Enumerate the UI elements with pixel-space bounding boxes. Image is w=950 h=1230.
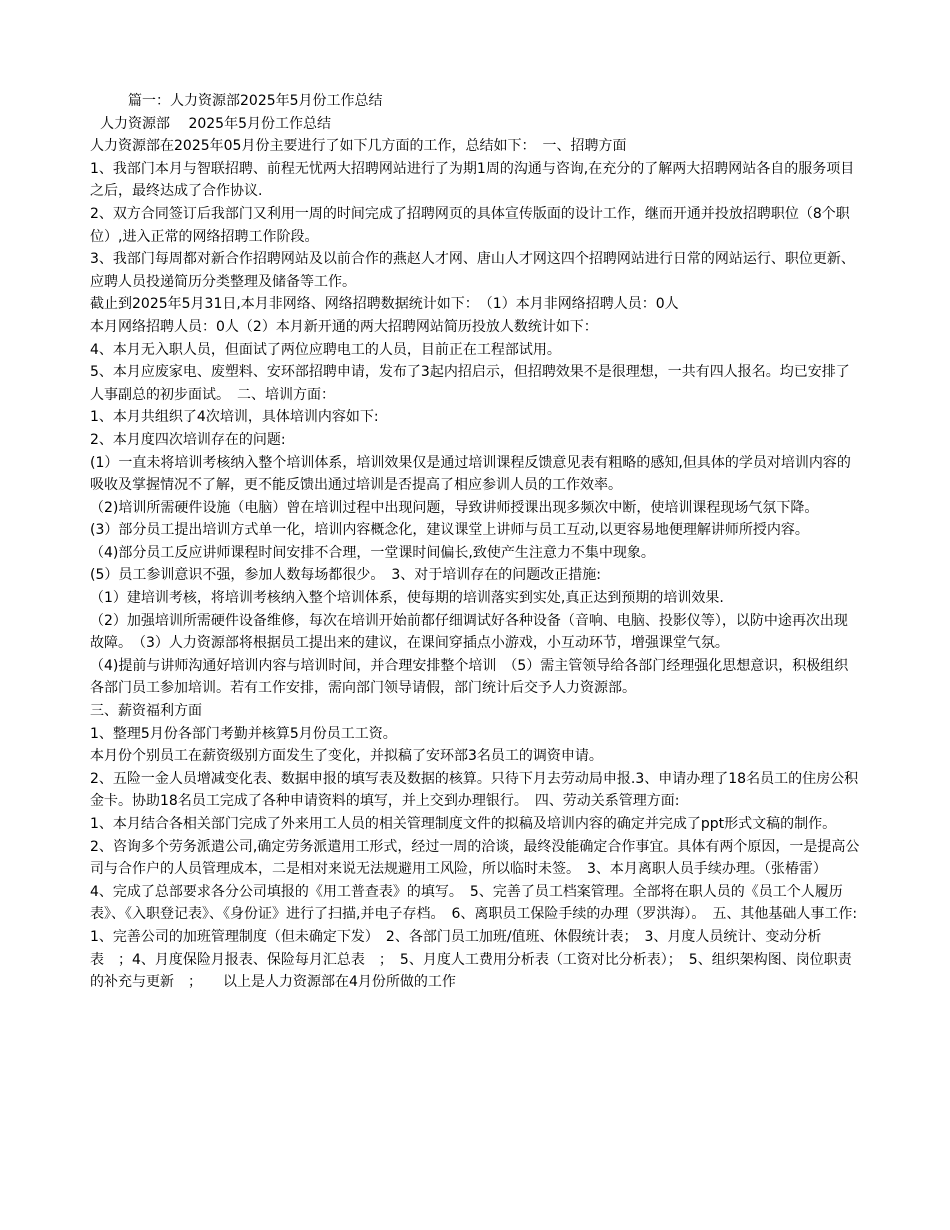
paragraph: 1、完善公司的加班管理制度（但未确定下发） 2、各部门员工加班/值班、休假统计表； 3、月度人员统计、变动分析表 ；4、月度保险月报表、保险每月汇总表 ； 5、月度人工费用分析表（工资对比分析表）； 5、组织架构图、岗位职责的补充与更新 ； 以上是人力资源部在4月份所做的工作 (90, 928, 852, 991)
paragraph: 4、本月无入职人员，但面试了两位应聘电工的人员，目前正在工程部试用。 (90, 341, 561, 358)
paragraph: (1）一直未将培训考核纳入整个培训体系，培训效果仅是通过培训课程反馈意见表有粗略的感知,但具体的学员对培训内容的吸收及掌握情况不了解，更不能反馈出通过培训是否提高了相应参训人员的工作效率。 (90, 454, 851, 494)
paragraph: （4)部分员工反应讲师课程时间安排不合理，一堂课时间偏长,致使产生注意力不集中现象。 (90, 544, 655, 561)
paragraph: 人力资源部在2025年05月份主要进行了如下几方面的工作，总结如下： 一、招聘方面 (90, 138, 627, 155)
paragraph: (5）员工参训意识不强，参加人数每场都很少。 3、对于培训存在的问题改正措施: (90, 567, 601, 584)
paragraph: （2）加强培训所需硬件设备维修，每次在培训开始前都仔细调试好各种设备（音响、电脑、投影仪等），以防中途再次出现故障。 （3）人力资源部将根据员工提出来的建议，在课间穿插点小游戏，小互动环节，增强课堂气氛。 (90, 612, 848, 652)
paragraph: （4)提前与讲师沟通好培训内容与培训时间，并合理安排整个培训 （5）需主管领导给各部门经理强化思想意识，积极组织各部门员工参加培训。若有工作安排，需向部门领导请假，部门统计后交予人力资源部。 (90, 657, 849, 697)
document-body (90, 90, 860, 994)
paragraph: (3）部分员工提出培训方式单一化，培训内容概念化，建议课堂上讲师与员工互动,以更容易地便理解讲师所授内容。 (90, 522, 809, 539)
paragraph: 2、五险一金人员增减变化表、数据申报的填写表及数据的核算。只待下月去劳动局申报.3、申请办理了18名员工的住房公积金卡。协助18名员工完成了各种申请资料的填写，并上交到办理银行。 四、劳动关系管理方面: (90, 770, 859, 810)
paragraph: 3、我部门每周都对新合作招聘网站及以前合作的燕赵人才网、唐山人才网这四个招聘网站进行日常的网站运行、职位更新、应聘人员投递简历分类整理及储备等工作。 (90, 251, 855, 290)
paragraph: 2、本月度四次培训存在的问题: (90, 431, 286, 448)
paragraph: 2、双方合同签订后我部门又利用一周的时间完成了招聘网页的具体宣传版面的设计工作，继而开通并投放招聘职位（8个职位）,进入正常的网络招聘工作阶段。 (90, 205, 850, 245)
paragraph: 2、咨询多个劳务派遣公司,确定劳务派遣用工形式，经过一周的洽谈，最终没能确定合作事宜。具体有两个原因，一是提高公司与合作户的人员管理成本，二是相对来说无法规避用工风险，所以临时未签。 3、本月离职人员手续办理。（张椿雷） (90, 838, 860, 878)
paragraph: 5、本月应废家电、废塑料、安环部招聘申请，发布了3起内招启示，但招聘效果不是很理想，一共有四人报名。均已安排了人事副总的初步面试。 二、培训方面： (90, 364, 850, 403)
paragraph: （1）建培训考核，将培训考核纳入整个培训体系，使每期的培训落实到实处,真正达到预期的培训效果. (90, 590, 724, 607)
document-subheading: 人力资源部 2025年5月份工作总结 (100, 115, 331, 132)
paragraph: 1、我部门本月与智联招聘、前程无忧两大招聘网站进行了为期1周的沟通与咨询,在充分的了解两大招聘网站各自的服务项目之后，最终达成了合作协议. (90, 160, 855, 200)
paragraph: 本月网络招聘人员：0人（2）本月新开通的两大招聘网站简历投放人数统计如下： (90, 318, 598, 335)
paragraph: 截止到2025年5月31日,本月非网络、网络招聘数据统计如下： （1）本月非网络招聘人员：0人 (90, 296, 679, 313)
paragraph: 1、本月共组织了4次培训，具体培训内容如下: (90, 409, 379, 426)
paragraph: 三、薪资福利方面 (90, 703, 202, 720)
paragraph: （2)培训所需硬件设施（电脑）曾在培训过程中出现问题，导致讲师授课出现多频次中断，使培训课程现场气氛下降。 (90, 499, 819, 516)
document-heading: 篇一：人力资源部2025年5月份工作总结 (128, 93, 383, 109)
paragraph: 1、整理5月份各部门考勤并核算5月份员工工资。 (90, 725, 397, 742)
paragraph-list (90, 135, 860, 994)
paragraph: 1、本月结合各相关部门完成了外来用工人员的相关管理制度文件的拟稿及培训内容的确定并完成了ppt形式文稿的制作。 (90, 816, 837, 832)
paragraph: 4、完成了总部要求各分公司填报的《用工普查表》的填写。 5、完善了员工档案管理。全部将在职人员的《员工个人履历表》、《入职登记表》、《身份证》进行了扫描,并电子存档。 6、离职员工保险手续的办理（罗洪海）。 五、其他基础人事工作: (90, 883, 858, 923)
paragraph: 本月份个别员工在薪资级别方面发生了变化，并拟稿了安环部3名员工的调资申请。 (90, 748, 603, 765)
